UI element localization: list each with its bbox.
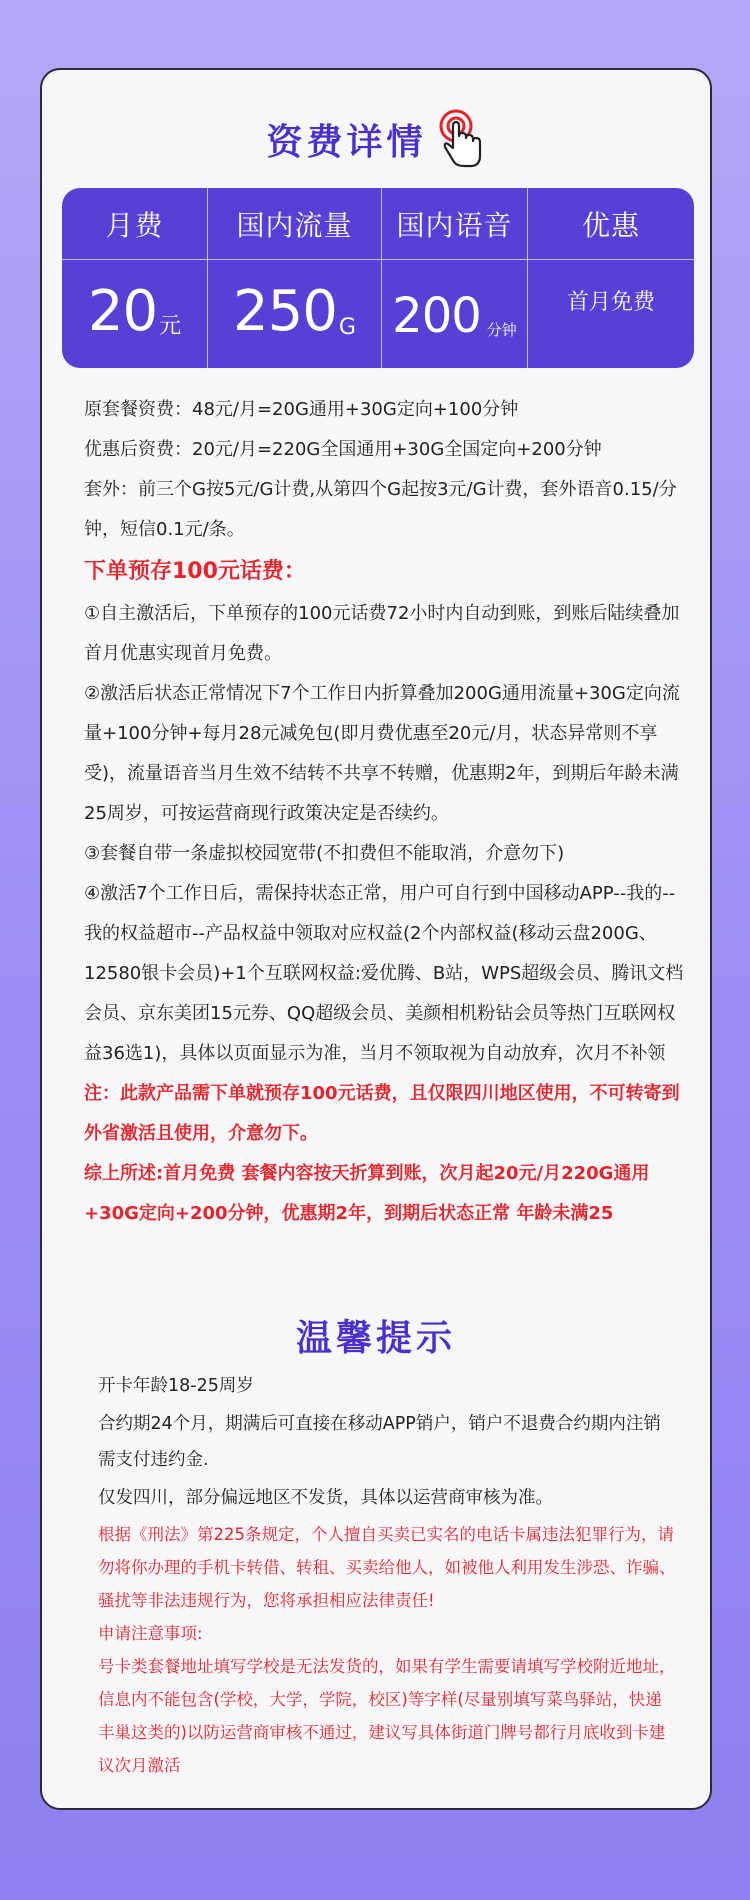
summary-note: 综上所述:首月免费 套餐内容按天折算到账，次月起20元/月220G通用+30G定向+200分钟，优惠期2年，到期后状态正常 年龄未满25 (84, 1163, 650, 1224)
discount-value (528, 260, 694, 368)
monthly-fee-value (62, 260, 208, 368)
tips-section (98, 1368, 678, 1782)
tip-contract: 合约期24个月，期满后可直接在移动APP销户，销户不退费合约期内注销需支付违约金. (98, 1414, 661, 1470)
hand-click-icon (436, 108, 486, 170)
monthly-fee-number: 20 (87, 279, 158, 344)
fee-header-discount: 优惠 (528, 188, 694, 260)
details-card (40, 68, 712, 1810)
detail-item-3: ③套餐自带一条虚拟校园宽带(不扣费但不能取消，介意勿下) (84, 843, 565, 864)
warning-note: 注：此款产品需下单就预存100元话费，且仅限四川地区使用，不可转寄到外省激活且使用，介意勿下。 (84, 1083, 680, 1144)
tip-notice: 号卡类套餐地址填写学校是无法发货的，如果有学生需要请填写学校附近地址，信息内不能包含(学校，大学，学院，校区)等字样(尽量别填写菜鸟驿站，快递丰巢这类的)以防运营商审核不通过，建议写具体街道门牌号都行月底收到卡建议次月激活 (98, 1657, 676, 1775)
fee-header-monthly: 月费 (62, 188, 208, 260)
voice-number: 200 (392, 288, 481, 344)
voice-value (382, 260, 528, 368)
prestore-title: 下单预存100元话费： (84, 559, 306, 584)
tip-region: 仅发四川，部分偏远地区不发货，具体以运营商审核为准。 (98, 1488, 553, 1508)
original-price-line: 原套餐资费：48元/月=20G通用+30G定向+100分钟 (84, 399, 519, 420)
tips-title: 温馨提示 (295, 1318, 456, 1359)
title-row (42, 108, 710, 170)
discount-text: 首月免费 (566, 289, 655, 315)
voice-unit: 分钟 (486, 321, 517, 339)
discount-price-line: 优惠后资费：20元/月=220G全国通用+30G全国定向+200分钟 (84, 439, 602, 460)
data-value (208, 260, 382, 368)
data-number: 250 (233, 279, 337, 344)
detail-item-4: ④激活7个工作日后，需保持状态正常，用户可自行到中国移动APP--我的--我的权益超市--产品权益中领取对应权益(2个内部权益(移动云盘200G、12580银卡会员)+1个互联网权益:爱优腾、B站，WPS超级会员、腾讯文档会员、京东美团15元券、QQ超级会员、美颜相机粉钻会员等热门互联网权益36选1)，具体以页面显示为准，当月不领取视为自动放弃，次月不补领 (84, 883, 684, 1064)
detail-item-1: ①自主激活后，下单预存的100元话费72小时内自动到账，到账后陆续叠加首月优惠实现首月免费。 (84, 603, 680, 664)
monthly-fee-unit: 元 (159, 314, 182, 339)
fee-table (62, 188, 694, 368)
overage-line: 套外：前三个G按5元/G计费,从第四个G起按3元/G计费，套外语音0.15/分钟，短信0.1元/条。 (84, 479, 677, 540)
detail-item-2: ②激活后状态正常情况下7个工作日内折算叠加200G通用流量+30G定向流量+100分钟+每月28元减免包(即月费优惠至20元/月，状态异常则不享受)，流量语音当月生效不结转不共享不转赠，优惠期2年，到期后年龄未满25周岁，可按运营商现行政策决定是否续约。 (84, 683, 680, 824)
page-title: 资费详情 (266, 121, 427, 163)
package-details (84, 390, 684, 1234)
data-unit: G (338, 315, 356, 340)
tip-age: 开卡年龄18-25周岁 (98, 1376, 254, 1396)
tip-notice-title: 申请注意事项: (98, 1624, 203, 1643)
fee-header-voice: 国内语音 (382, 188, 528, 260)
tip-law: 根据《刑法》第225条规定，个人擅自买卖已实名的电话卡属违法犯罪行为，请勿将你办理的手机卡转借、转租、买卖给他人，如被他人利用发生涉恐、诈骗、骚扰等非法违规行为，您将承担相应法律责任! (98, 1525, 676, 1610)
fee-header-data: 国内流量 (208, 188, 382, 260)
